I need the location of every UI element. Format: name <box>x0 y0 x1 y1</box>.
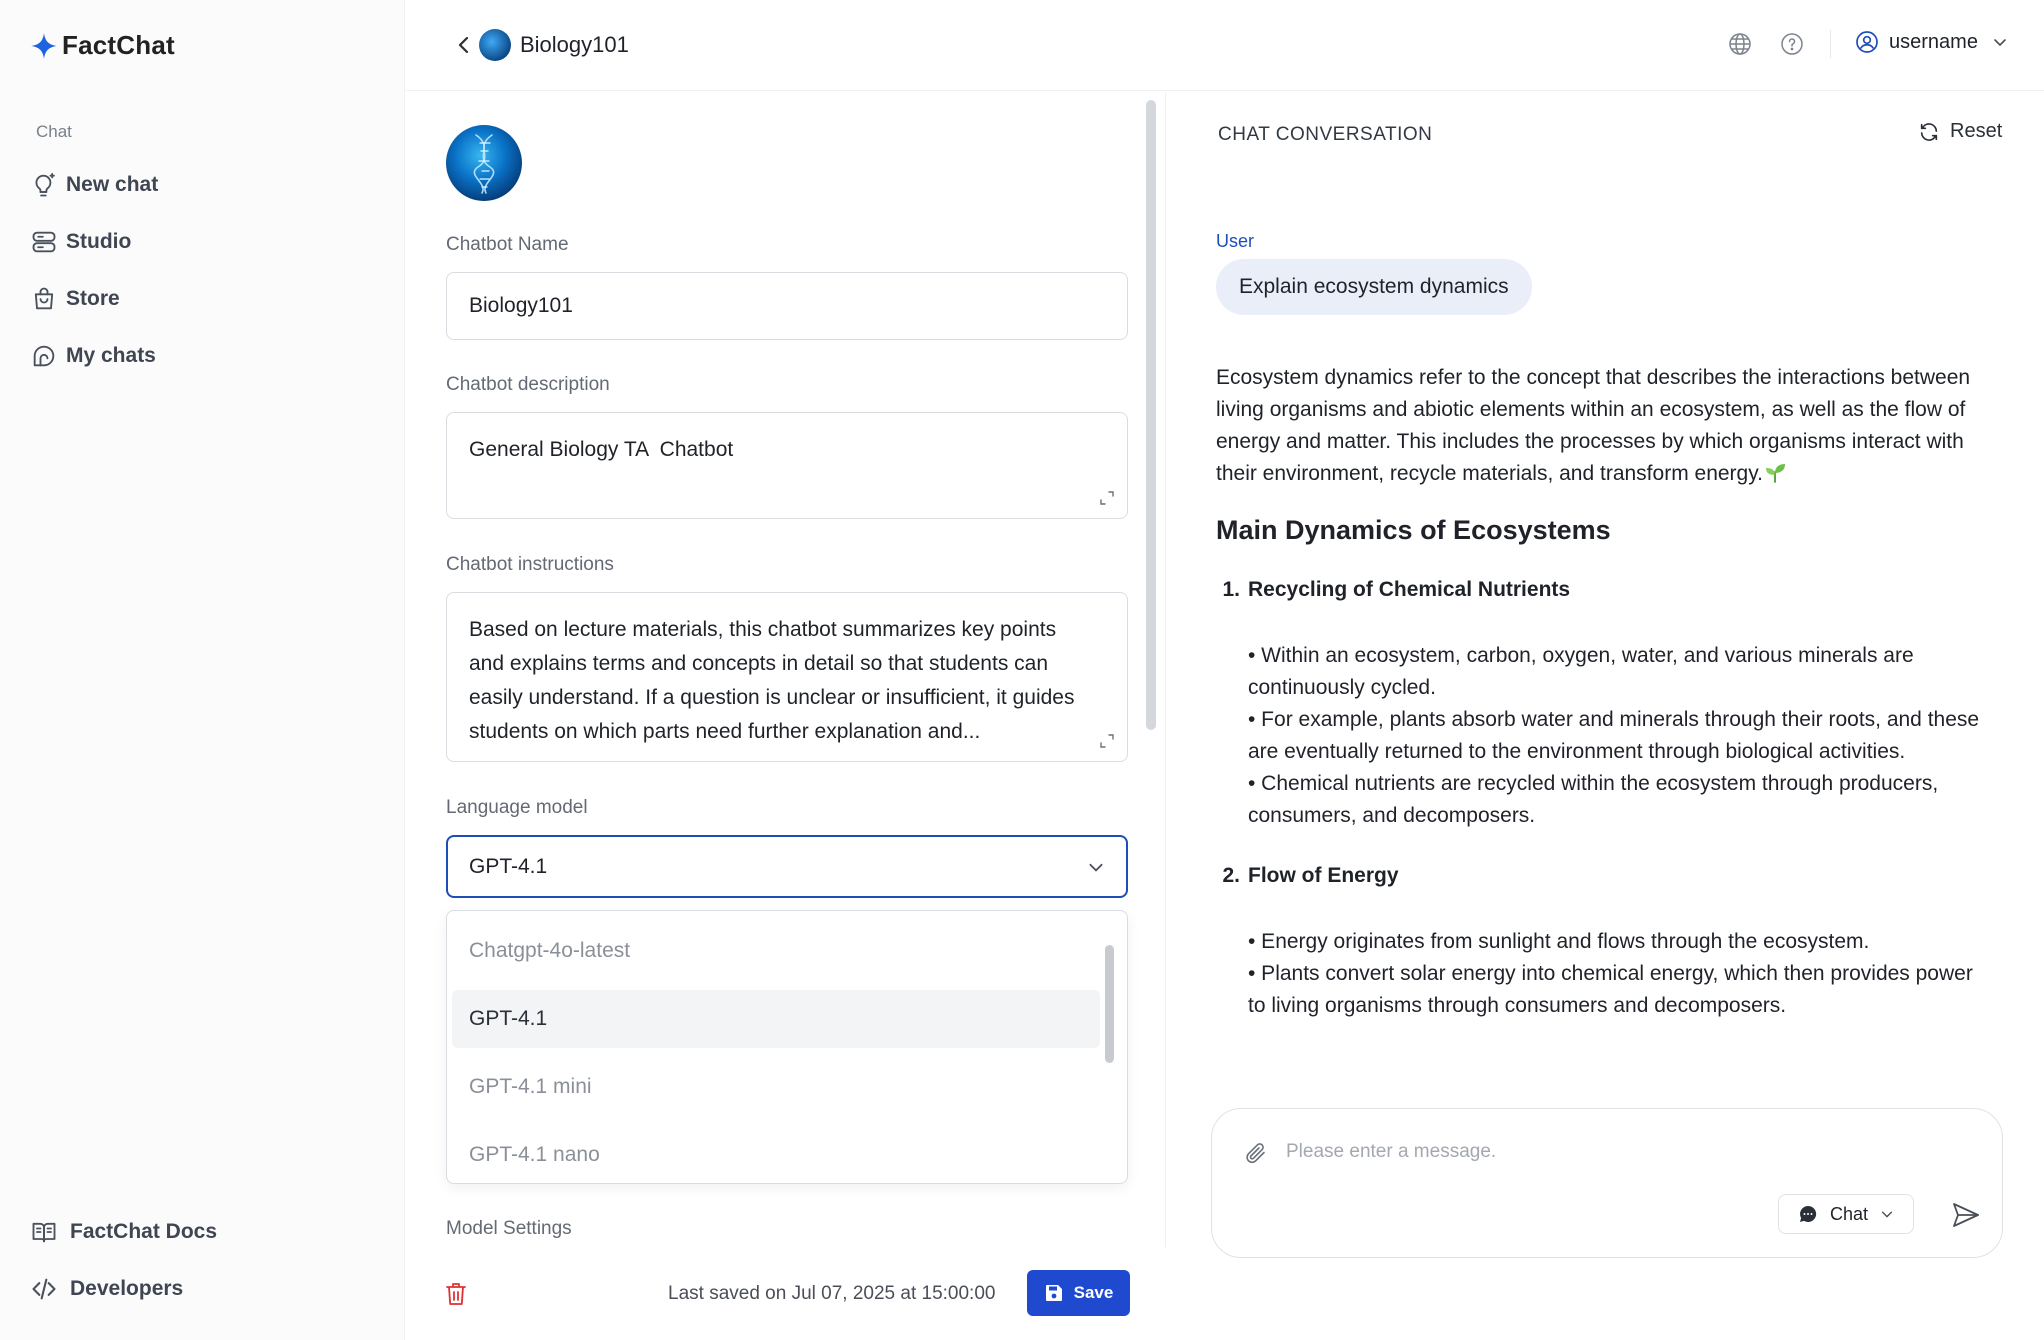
model-option-gpt-4-1[interactable]: GPT-4.1 <box>452 990 1100 1048</box>
bullet-item: • Within an ecosystem, carbon, oxygen, water, and various minerals are continuously cycled. <box>1248 644 1914 699</box>
bullet-item: • Plants convert solar energy into chemical energy, which then provides power to living organisms through consumers and decomposers. <box>1248 962 1973 1017</box>
bullet-item: • For example, plants absorb water and minerals through their roots, and these are eventually returned to the environment through biological activities. <box>1248 708 1980 763</box>
top-header <box>406 0 2044 91</box>
sidebar-item-label: FactChat Docs <box>70 1219 218 1243</box>
header-divider <box>1830 30 1831 58</box>
answer-section-title <box>1216 860 1996 892</box>
code-icon <box>30 1275 58 1303</box>
sidebar-item-my-chats[interactable] <box>30 327 380 384</box>
user-message-text: Explain ecosystem dynamics <box>1239 275 1509 298</box>
chat-mode-label: Chat <box>1829 1203 1869 1224</box>
logo[interactable] <box>30 30 175 61</box>
chatbot-name-label: Chatbot Name <box>446 234 569 255</box>
help-icon[interactable] <box>1780 32 1804 56</box>
sidebar-item-new-chat[interactable] <box>30 156 380 213</box>
app-name: FactChat <box>62 30 175 60</box>
model-settings-label: Model Settings <box>446 1218 572 1239</box>
answer-section-title <box>1216 574 1996 606</box>
dropdown-scrollbar[interactable] <box>1105 945 1114 1063</box>
section-title-text: Recycling of Chemical Nutrients <box>1248 578 1571 601</box>
username-label: username <box>1889 30 1978 53</box>
trash-icon[interactable] <box>444 1281 468 1307</box>
chatbot-description-label: Chatbot description <box>446 374 610 395</box>
chat-preview-panel <box>1167 92 2044 1340</box>
language-model-select[interactable] <box>446 835 1128 898</box>
chevron-down-icon <box>1087 858 1105 876</box>
model-option-gpt-4-1-mini[interactable]: GPT-4.1 mini <box>469 1075 592 1098</box>
shopping-bag-icon <box>30 285 58 313</box>
user-menu[interactable] <box>1855 30 2008 54</box>
chat-dots-icon <box>1798 1204 1818 1224</box>
chatbot-instructions-label: Chatbot instructions <box>446 554 614 575</box>
chevron-down-icon <box>1880 1207 1894 1221</box>
section-number: 2. <box>1222 864 1240 887</box>
server-stack-icon <box>30 228 58 256</box>
section-title-text: Flow of Energy <box>1248 864 1399 887</box>
sidebar-item-label: Store <box>66 286 120 310</box>
sidebar-item-developers[interactable] <box>30 1260 380 1317</box>
sidebar-item-label: New chat <box>66 172 159 196</box>
chatbot-settings-form <box>406 92 1166 1247</box>
sidebar-item-studio[interactable] <box>30 213 380 270</box>
paperclip-icon[interactable] <box>1244 1141 1268 1165</box>
sparkle-logo-icon <box>30 32 58 60</box>
bot-avatar[interactable] <box>446 125 522 201</box>
bulb-sparkle-icon <box>30 171 58 199</box>
expand-icon[interactable] <box>1099 733 1115 749</box>
bullet-item: • Chemical nutrients are recycled within the ecosystem through producers, consumers, and decomposers. <box>1248 772 1939 827</box>
expand-icon[interactable] <box>1099 490 1115 506</box>
chevron-left-icon[interactable] <box>454 34 474 56</box>
bot-avatar-small <box>479 29 511 61</box>
save-button[interactable] <box>1027 1270 1130 1316</box>
form-scrollbar[interactable] <box>1146 100 1156 730</box>
language-model-label: Language model <box>446 797 588 818</box>
bullet-item: • Energy originates from sunlight and flows through the ecosystem. <box>1248 930 1870 953</box>
seedling-icon <box>1763 461 1787 483</box>
chevron-down-icon <box>1992 34 2008 50</box>
language-model-dropdown <box>446 910 1128 1184</box>
sidebar-item-docs[interactable] <box>30 1203 380 1260</box>
message-composer <box>1211 1108 2003 1258</box>
floppy-disk-icon <box>1044 1283 1064 1303</box>
reset-button[interactable] <box>1918 120 2002 143</box>
section-number: 1. <box>1222 578 1240 601</box>
sidebar <box>0 0 405 1340</box>
chatbot-instructions-textarea[interactable] <box>446 592 1128 762</box>
answer-intro <box>1216 362 1996 490</box>
model-option-gpt-4-1-nano[interactable]: GPT-4.1 nano <box>469 1143 600 1166</box>
sidebar-item-label: Developers <box>70 1276 184 1300</box>
form-footer <box>406 1247 1166 1340</box>
message-input[interactable] <box>1286 1137 1886 1167</box>
assistant-message <box>1216 362 1996 1192</box>
user-circle-icon <box>1855 30 1879 54</box>
chatbot-instructions-value: Based on lecture materials, this chatbot summarizes key points and explains terms and concepts in detail so that students can easily understand. If a question is unclear or insufficient, it guides students on which parts need further explanation and... <box>469 618 1075 743</box>
language-model-selected: GPT-4.1 <box>469 854 548 878</box>
page-title: Biology101 <box>520 32 629 57</box>
refresh-icon <box>1918 121 1940 143</box>
answer-heading: Main Dynamics of Ecosystems <box>1216 515 1611 545</box>
sidebar-nav <box>30 156 380 384</box>
chatbot-name-value: Biology101 <box>469 294 573 317</box>
dna-icon <box>446 125 522 201</box>
answer-bullet-list <box>1216 640 1996 832</box>
last-saved-text: Last saved on Jul 07, 2025 at 15:00:00 <box>668 1283 996 1304</box>
chat-bubble-icon <box>30 342 58 370</box>
sidebar-item-store[interactable] <box>30 270 380 327</box>
section-label-chat: Chat <box>36 122 72 141</box>
message-role-label: User <box>1216 231 1255 251</box>
chatbot-name-input[interactable] <box>446 272 1128 340</box>
chat-mode-select[interactable] <box>1778 1194 1914 1234</box>
sidebar-item-label: My chats <box>66 343 156 367</box>
sidebar-item-label: Studio <box>66 229 132 253</box>
answer-bullet-list <box>1216 926 1996 1022</box>
chatbot-description-value: General Biology TA Chatbot <box>469 438 734 461</box>
sidebar-bottom-nav <box>30 1203 380 1317</box>
book-icon <box>30 1218 58 1246</box>
send-icon[interactable] <box>1951 1200 1981 1230</box>
answer-intro-text: Ecosystem dynamics refer to the concept that describes the interactions between living organisms and abiotic elements within an ecosystem, as well as the flow of energy and matter. This includes the processes by which organisms interact with their environment, recycle materials, and transform energy. <box>1216 366 1971 485</box>
globe-icon[interactable] <box>1728 32 1752 56</box>
user-message-bubble <box>1216 259 1532 315</box>
save-button-label: Save <box>1073 1283 1114 1302</box>
model-option-chatgpt-4o-latest[interactable]: Chatgpt-4o-latest <box>469 939 631 962</box>
chat-panel-title: CHAT CONVERSATION <box>1218 124 1433 145</box>
reset-label: Reset <box>1950 120 2003 142</box>
chatbot-description-textarea[interactable] <box>446 412 1128 519</box>
